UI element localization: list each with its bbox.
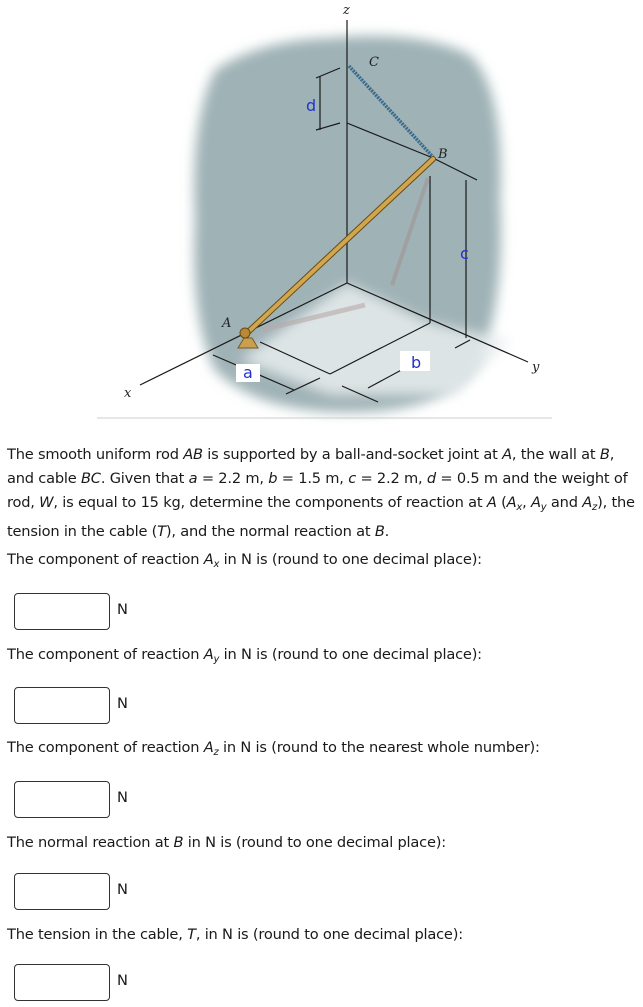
label-c-point: C (369, 55, 379, 70)
rod-diagram (0, 0, 643, 425)
dim-label-a: a (243, 363, 253, 382)
label-b-point: B (438, 147, 448, 162)
answer-ay-input[interactable] (14, 687, 110, 724)
answer-az-input[interactable] (14, 781, 110, 818)
dim-label-c: c (460, 244, 469, 263)
question-ax: The component of reaction $A_x$ in N is (round to one decimal place): (7, 551, 482, 570)
question-normal-b: The normal reaction at B in N is (round to one decimal place): (7, 834, 446, 851)
dim-label-d: d (306, 96, 317, 115)
label-z: z (343, 3, 350, 18)
unit-label: N (117, 601, 128, 618)
unit-label: N (117, 695, 128, 712)
label-x: x (124, 386, 132, 401)
dim-label-b: b (411, 353, 422, 372)
question-tension: The tension in the cable, T, in N is (round to one decimal place): (7, 926, 463, 943)
question-ay: The component of reaction $A_y$ in N is (round to one decimal place): (7, 646, 482, 665)
answer-normal-b-input[interactable] (14, 873, 110, 910)
label-y: y (532, 360, 540, 375)
unit-label: N (117, 881, 128, 898)
label-a-point: A (222, 316, 232, 331)
unit-label: N (117, 789, 128, 806)
unit-label: N (117, 972, 128, 989)
question-az: The component of reaction $A_z$ in N is (round to the nearest whole number): (7, 739, 540, 758)
answer-ax-input[interactable] (14, 593, 110, 630)
answer-tension-input[interactable] (14, 964, 110, 1001)
problem-statement: The smooth uniform rod AB is supported by a ball-and-socket joint at A, the wall at B, and cable BC. Given that a = 2.2 m, b = 1.5 m, c = 2.2 m, d = 0.5 m and the weight of rod, W, is equal to 15 kg, determine the components of reaction at A ($A_x$, $A_y$ and $A_z$), the tension in the cable (T), and the normal reaction at B. (7, 446, 635, 540)
